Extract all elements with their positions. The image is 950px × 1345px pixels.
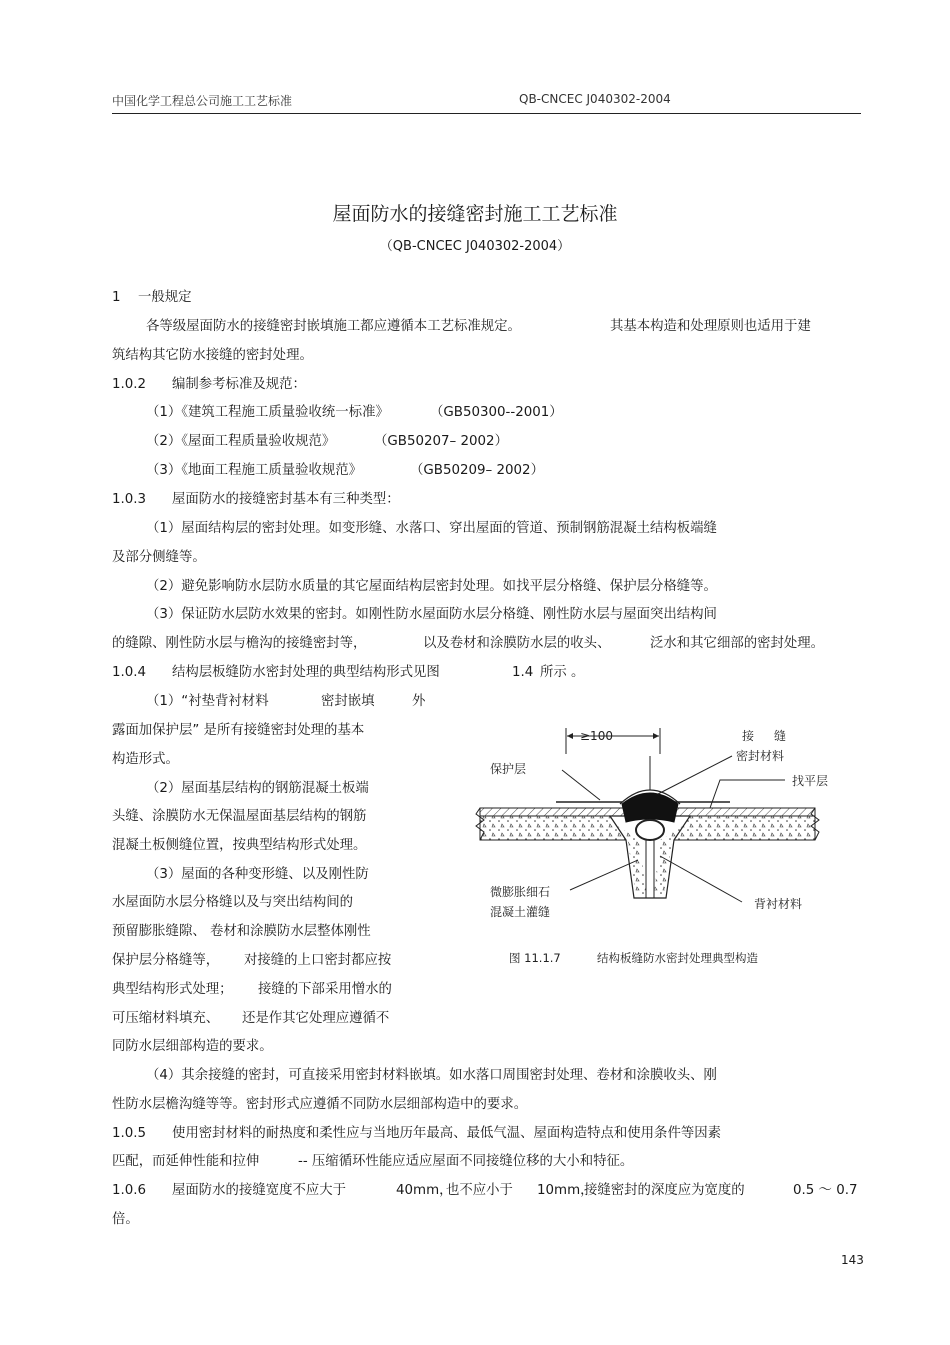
figure-label-protect: 保护层 <box>490 762 527 776</box>
section-1-number: 1 <box>112 290 121 305</box>
figure-caption-number: 图 11.1.7 <box>509 951 561 965</box>
s106-b: 40mm， <box>396 1183 453 1198</box>
s102-heading: 编制参考标准及规范： <box>172 377 306 392</box>
s104-item3-line3: 预留膨胀缝隙、 卷材和涂膜防水层整体刚性 <box>112 924 371 939</box>
header-left: 中国化学工程总公司施工工艺标准 <box>112 94 293 108</box>
s104-item3-line1: （3）屋面的各种变形缝、以及刚性防 <box>146 867 369 882</box>
figure-caption-text: 结构板缝防水密封处理典型构造 <box>597 951 758 965</box>
figure-label-sealant: 密封材料 <box>736 749 785 763</box>
section-1-para-part2: 其基本构造和处理原则也适用于建 <box>610 319 811 334</box>
s104-item3-line7: 同防水层细部构造的要求。 <box>112 1039 273 1054</box>
s104-item3-line2: 水屋面防水层分格缝以及与突出结构间的 <box>112 895 354 910</box>
s104-item2-line1: （2）屋面基层结构的钢筋混凝土板端 <box>146 781 369 796</box>
s104-item1-line1a: （1）“衬垫背衬材料 <box>146 694 269 709</box>
s106-number: 1.0.6 <box>112 1183 147 1198</box>
s103-number: 1.0.3 <box>112 492 147 507</box>
s106-d: 10mm， <box>537 1183 594 1198</box>
s105-number: 1.0.5 <box>112 1126 147 1141</box>
s103-item1-line2: 及部分侧缝等。 <box>112 550 206 565</box>
joint-seal-figure <box>470 720 850 970</box>
s104-item1-line3: 构造形式。 <box>112 752 179 767</box>
figure-label-backer: 背衬材料 <box>754 897 803 911</box>
s104-number: 1.0.4 <box>112 665 147 680</box>
s104-item3-line4a: 保护层分格缝等， <box>112 953 220 968</box>
s104-item3-line5a: 典型结构形式处理； <box>112 982 233 997</box>
s102-item3-name: （3）《地面工程施工质量验收规范》 <box>146 463 363 478</box>
s104-item3-line6a: 可压缩材料填充、 <box>112 1011 220 1026</box>
joint-seal-diagram <box>470 720 850 970</box>
s104-item3-line6b: 还是作其它处理应遵循不 <box>242 1011 390 1026</box>
s106-c: 也不应小于 <box>446 1183 513 1198</box>
s104-item3-line5b: 接缝的下部采用憎水的 <box>258 982 392 997</box>
figure-label-concrete-1: 微膨胀细石 <box>490 885 551 899</box>
section-1-heading: 一般规定 <box>138 290 192 305</box>
s104-item1-line2: 露面加保护层” 是所有接缝密封处理的基本 <box>112 723 365 738</box>
s104-item1-line1b: 密封嵌填 <box>321 694 375 709</box>
s105-line2a: 匹配，而延伸性能和拉伸 <box>112 1154 260 1169</box>
page-title: 屋面防水的接缝密封施工工艺标准 <box>332 203 618 225</box>
s102-item1-code: （GB50300--2001） <box>430 405 563 420</box>
s106-line2: 倍。 <box>112 1212 139 1227</box>
s102-item2-code: （GB50207– 2002） <box>374 434 508 449</box>
s106-a: 屋面防水的接缝宽度不应大于 <box>172 1183 347 1198</box>
s102-number: 1.0.2 <box>112 377 147 392</box>
header-right: QB-CNCEC J040302-2004 <box>519 92 671 106</box>
section-1-para-part1: 各等级屋面防水的接缝密封嵌填施工都应遵循本工艺标准规定。 <box>146 319 521 334</box>
s103-item3-line2b: 以及卷材和涂膜防水层的收头、 <box>423 636 611 651</box>
s103-item3-line2c: 泛水和其它细部的密封处理。 <box>650 636 825 651</box>
s104-item2-line3: 混凝土板侧缝位置，按典型结构形式处理。 <box>112 838 367 853</box>
s104-figure-ref: 1.4 <box>512 665 534 680</box>
figure-label-joint-2: 缝 <box>774 729 787 743</box>
s105-line2b: -- 压缩循环性能应适应屋面不同接缝位移的大小和特征。 <box>298 1154 634 1169</box>
page-subtitle: （QB-CNCEC J040302-2004） <box>379 239 571 254</box>
s103-item2: （2）避免影响防水层防水质量的其它屋面结构层密封处理。如找平层分格缝、保护层分格缝等。 <box>146 579 717 594</box>
s104-tail: 所示 。 <box>540 665 585 680</box>
s104-heading: 结构层板缝防水密封处理的典型结构形式见图 <box>172 665 440 680</box>
s103-item1-line1: （1）屋面结构层的密封处理。如变形缝、水落口、穿出屋面的管道、预制钢筋混凝土结构板端缝 <box>146 521 717 536</box>
s103-item3-line1: （3）保证防水层防水效果的密封。如刚性防水屋面防水层分格缝、刚性防水层与屋面突出结构间 <box>146 607 717 622</box>
s102-item1-name: （1）《建筑工程施工质量验收统一标准》 <box>146 405 389 420</box>
section-1-para-line2: 筑结构其它防水接缝的密封处理。 <box>112 348 313 363</box>
s106-e: 接缝密封的深度应为宽度的 <box>584 1183 745 1198</box>
s104-item4-line1: （4）其余接缝的密封，可直接采用密封材料嵌填。如水落口周围密封处理、卷材和涂膜收头、刚 <box>146 1068 717 1083</box>
s104-item2-line2: 头缝、涂膜防水无保温屋面基层结构的钢筋 <box>112 809 367 824</box>
s102-item3-code: （GB50209– 2002） <box>410 463 544 478</box>
page-number: 143 <box>841 1253 864 1267</box>
figure-label-level: 找平层 <box>792 774 829 788</box>
s103-item3-line2a: 的缝隙、刚性防水层与檐沟的接缝密封等， <box>112 636 367 651</box>
s105-line1: 使用密封材料的耐热度和柔性应与当地历年最高、最低气温、屋面构造特点和使用条件等因素 <box>172 1126 722 1141</box>
s104-item1-line1c: 外 <box>412 694 426 709</box>
s102-item2-name: （2）《屋面工程质量验收规范》 <box>146 434 336 449</box>
figure-label-concrete-2: 混凝土灌缝 <box>490 905 551 919</box>
s103-heading: 屋面防水的接缝密封基本有三种类型： <box>172 492 400 507</box>
figure-label-joint-1: 接 <box>742 729 755 743</box>
header-rule <box>112 113 861 114</box>
s106-f: 0.5 ～ 0.7 <box>793 1183 858 1198</box>
figure-dimension: ≥100 <box>580 729 613 743</box>
s104-item3-line4b: 对接缝的上口密封都应按 <box>244 953 392 968</box>
s104-item4-line2: 性防水层檐沟缝等等。密封形式应遵循不同防水层细部构造中的要求。 <box>112 1097 528 1112</box>
